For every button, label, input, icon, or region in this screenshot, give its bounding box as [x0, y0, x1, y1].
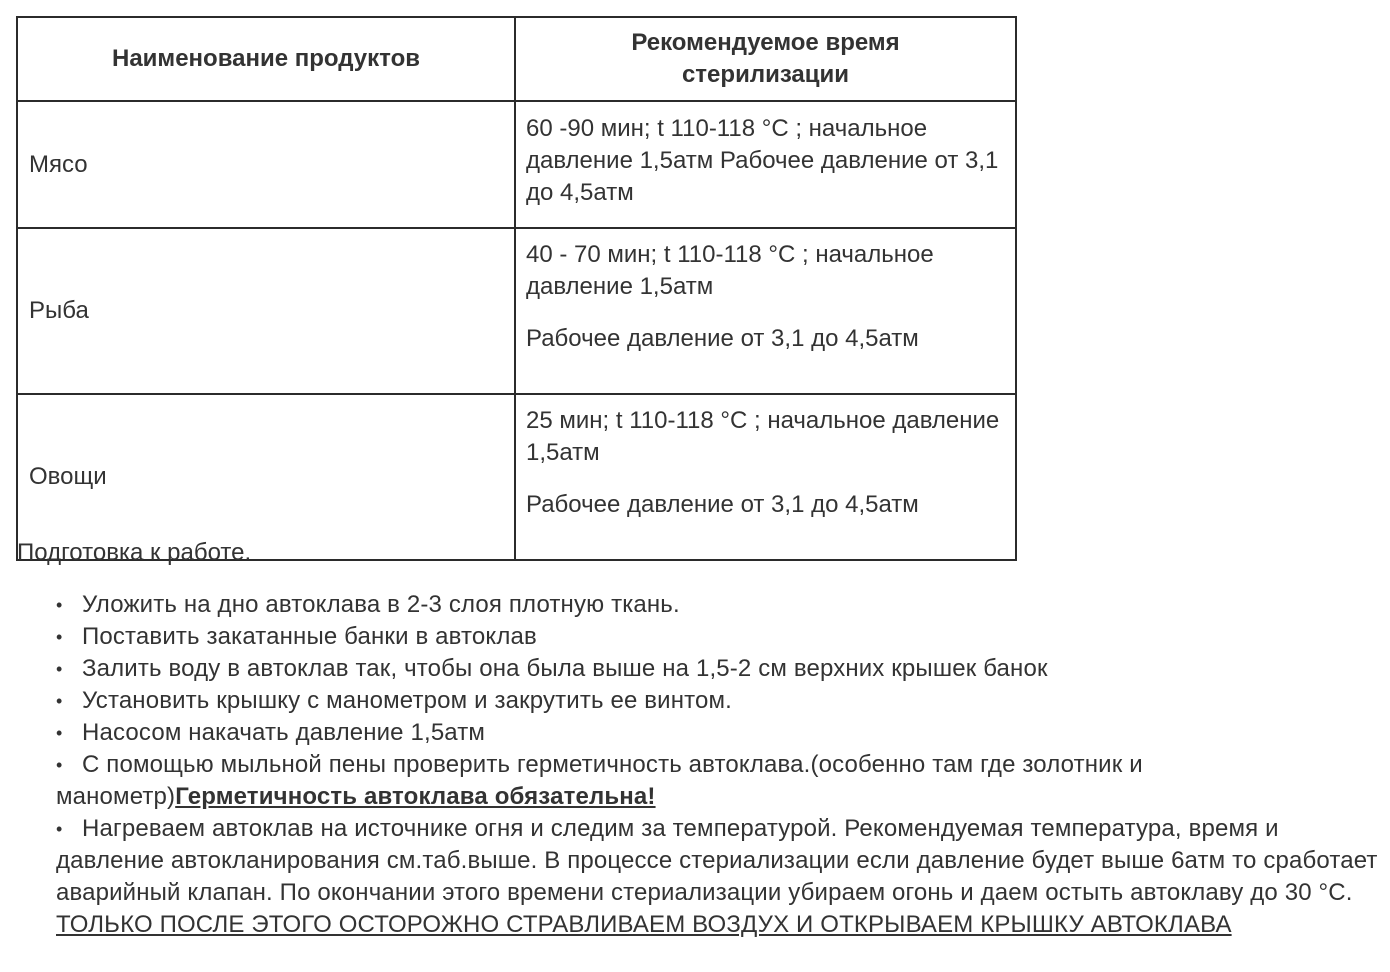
- sterilization-time: [515, 228, 1016, 394]
- list-item: [56, 653, 1378, 685]
- header-product: Наименование продуктов: [17, 17, 515, 101]
- step-text: Насосом накачать давление 1,5атм: [82, 719, 486, 746]
- table-header-row: [17, 17, 1016, 101]
- prep-heading: Подготовка к работе.: [17, 539, 252, 566]
- time-text: 25 мин; t 110-118 °C ; начальное давление 1,5атм: [526, 407, 1000, 466]
- table-row: [17, 101, 1016, 228]
- table-row: [17, 394, 1016, 560]
- tightness-warning: Герметичность автоклава обязательна!: [175, 783, 656, 810]
- step-text: Установить крышку с манометром и закрутить ее винтом.: [82, 687, 732, 714]
- sterilization-time: [515, 101, 1016, 228]
- header-time: Рекомендуемое время стерилизации: [515, 17, 1016, 101]
- bullet-icon: •: [56, 691, 63, 711]
- step-text: Поставить закатанные банки в автоклав: [82, 623, 537, 650]
- bullet-icon: •: [56, 755, 63, 775]
- bullet-icon: •: [56, 627, 63, 647]
- list-item: [56, 589, 1378, 621]
- step-text: Нагреваем автоклав на источнике огня и следим за температурой. Рекомендуемая температура, время и давление автокланирования см.таб.выше. В процессе стериализации если давление будет выше 6атм то сработает аварийный клапан. По окончании этого времени стериализации убираем огонь и даем остыть автоклаву до 30 °C.: [56, 815, 1378, 906]
- list-item: [56, 717, 1378, 749]
- time-text: Рабочее давление от 3,1 до 4,5атм: [526, 491, 919, 518]
- step-text: С помощью мыльной пены проверить герметичность автоклава.(особенно там где золотник и манометр): [56, 751, 1143, 810]
- step-text: Залить воду в автоклав так, чтобы она была выше на 1,5-2 см верхних крышек банок: [82, 655, 1048, 682]
- product-name: Рыба: [17, 228, 515, 394]
- product-name: Овощи: [17, 394, 515, 560]
- table-row: [17, 228, 1016, 394]
- time-text: 40 - 70 мин; t 110-118 °C ; начальное давление 1,5атм: [526, 241, 934, 300]
- time-text: 60 -90 мин; t 110-118 °C ; начальное давление 1,5атм Рабочее давление от 3,1 до 4,5атм: [526, 115, 999, 206]
- list-item: [56, 621, 1378, 653]
- safety-warning: ТОЛЬКО ПОСЛЕ ЭТОГО ОСТОРОЖНО СТРАВЛИВАЕМ ВОЗДУХ И ОТКРЫВАЕМ КРЫШКУ АВТОКЛАВА: [56, 911, 1232, 938]
- bullet-icon: •: [56, 819, 63, 839]
- bullet-icon: •: [56, 595, 63, 615]
- time-text: Рабочее давление от 3,1 до 4,5атм: [526, 325, 919, 352]
- sterilization-time: [515, 394, 1016, 560]
- bullet-icon: •: [56, 723, 63, 743]
- step-text: Уложить на дно автоклава в 2-3 слоя плотную ткань.: [82, 591, 680, 618]
- list-item: [56, 813, 1378, 941]
- list-item: [56, 685, 1378, 717]
- sterilization-table: [16, 16, 1017, 561]
- prep-steps-list: [56, 589, 1378, 941]
- product-name: Мясо: [17, 101, 515, 228]
- bullet-icon: •: [56, 659, 63, 679]
- list-item: [56, 749, 1378, 813]
